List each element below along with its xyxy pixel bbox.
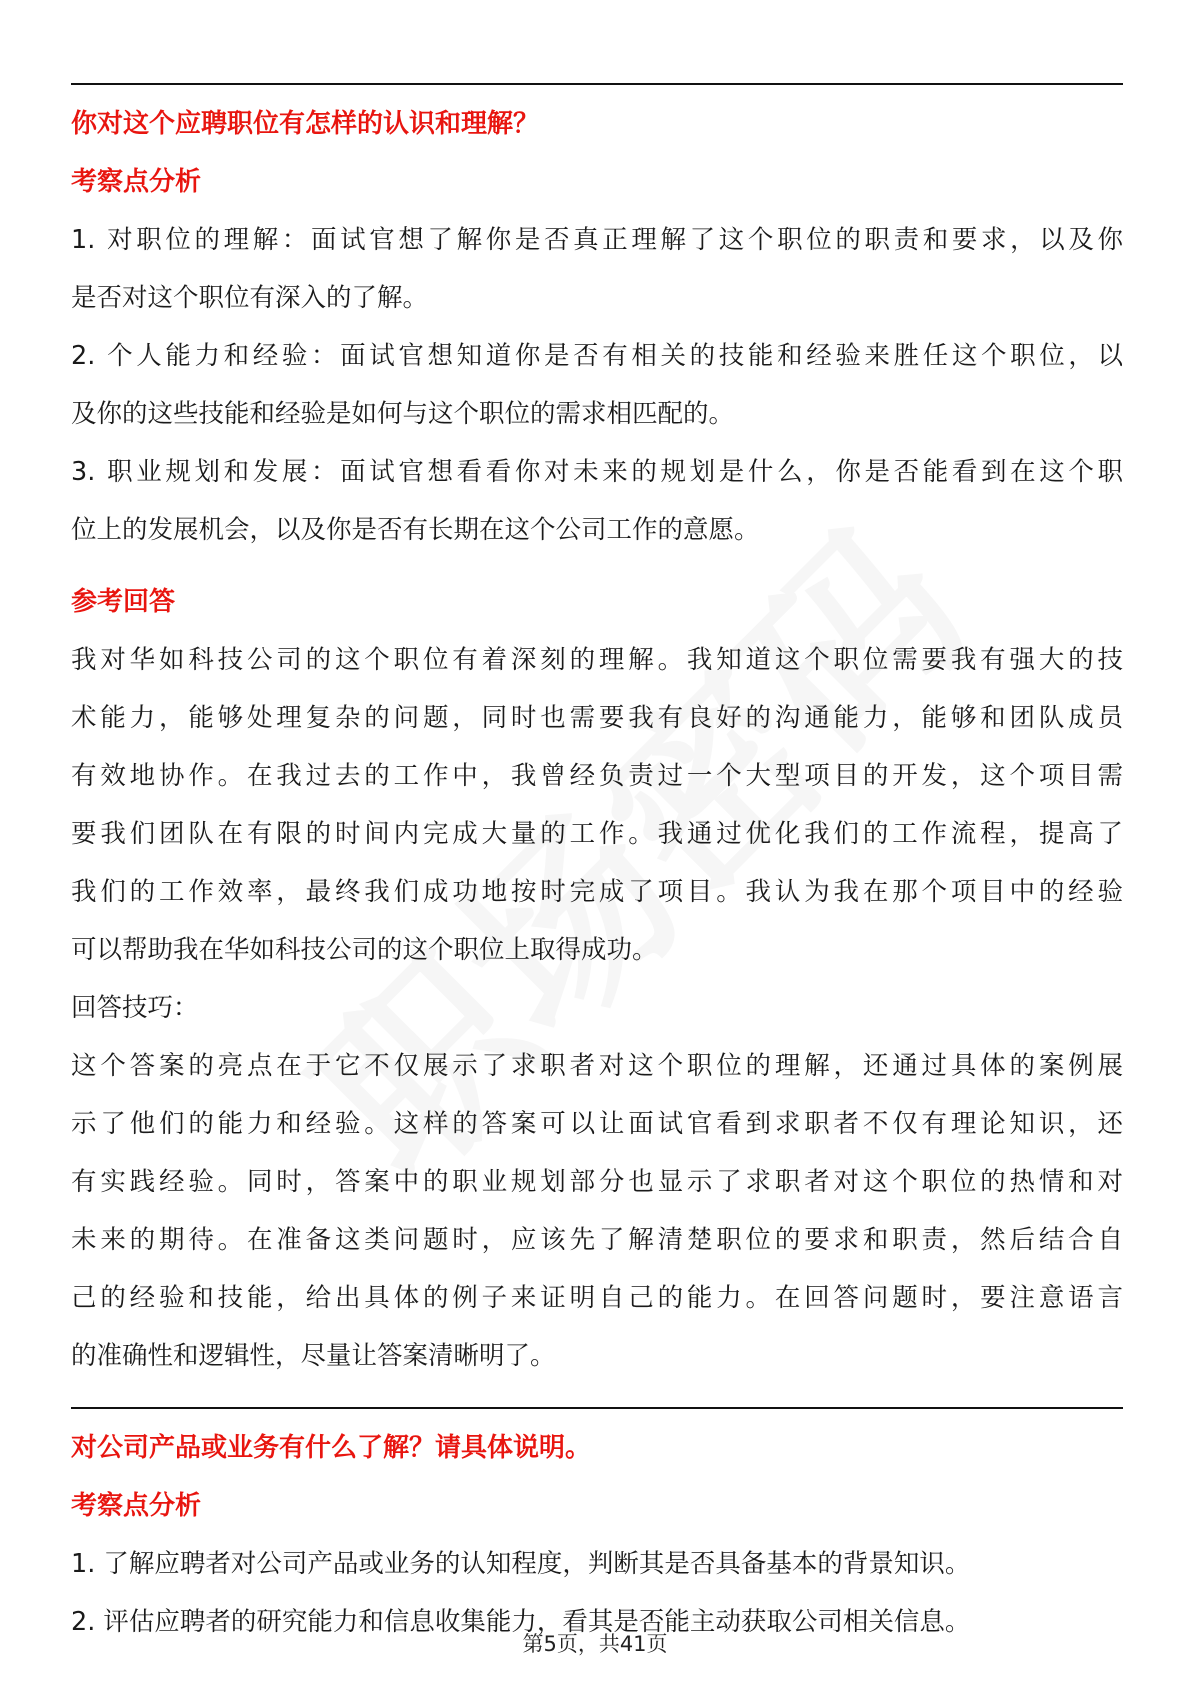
analysis-line: 位上的发展机会，以及你是否有长期在这个公司工作的意愿。 [71,515,760,545]
analysis-line: 是否对这个职位有深入的了解。 [71,283,429,313]
answer-line: 要我们团队在有限的时间内完成大量的工作。我通过优化我们的工作流程，提高了 [71,819,1123,849]
analysis-line: 1. 了解应聘者对公司产品或业务的认知程度，判断其是否具备基本的背景知识。 [71,1549,971,1579]
analysis-line: 1. 对职位的理解：面试官想了解你是否真正理解了这个职位的职责和要求，以及你 [71,225,1123,255]
analysis-line: 3. 职业规划和发展：面试官想看看你对未来的规划是什么，你是否能看到在这个职 [71,457,1123,487]
answer-line: 有效地协作。在我过去的工作中，我曾经负责过一个大型项目的开发，这个项目需 [71,761,1123,791]
tips-line: 有实践经验。同时，答案中的职业规划部分也显示了求职者对这个职位的热情和对 [71,1167,1123,1197]
analysis-line: 及你的这些技能和经验是如何与这个职位的需求相匹配的。 [71,399,735,429]
tips-line: 的准确性和逻辑性，尽量让答案清晰明了。 [71,1341,556,1371]
tips-line: 己的经验和技能，给出具体的例子来证明自己的能力。在回答问题时，要注意语言 [71,1283,1123,1313]
answer-line: 可以帮助我在华如科技公司的这个职位上取得成功。 [71,935,658,965]
question-title: 对公司产品或业务有什么了解？请具体说明。 [71,1433,592,1463]
analysis-heading: 考察点分析 [71,167,202,197]
page-number: 第5页，共41页 [522,1632,668,1656]
tips-line: 这个答案的亮点在于它不仅展示了求职者对这个职位的理解，还通过具体的案例展 [71,1051,1123,1081]
analysis-heading: 考察点分析 [71,1491,202,1521]
answer-line: 我对华如科技公司的这个职位有着深刻的理解。我知道这个职位需要我有强大的技 [71,645,1123,675]
tips-label: 回答技巧： [71,993,199,1023]
analysis-line: 2. 个人能力和经验：面试官想知道你是否有相关的技能和经验来胜任这个职位，以 [71,341,1123,371]
answer-heading: 参考回答 [71,587,176,617]
tips-line: 示了他们的能力和经验。这样的答案可以让面试官看到求职者不仅有理论知识，还 [71,1109,1123,1139]
analysis-line: 2. 评估应聘者的研究能力和信息收集能力，看其是否能主动获取公司相关信息。 [71,1607,971,1637]
question-title: 你对这个应聘职位有怎样的认识和理解？ [71,109,540,139]
page-content [71,0,1123,1651]
section-divider [71,1407,1123,1409]
answer-line: 我们的工作效率，最终我们成功地按时完成了项目。我认为我在那个项目中的经验 [71,877,1123,907]
tips-line: 未来的期待。在准备这类问题时，应该先了解清楚职位的要求和职责，然后结合自 [71,1225,1123,1255]
section-divider [71,83,1123,85]
answer-line: 术能力，能够处理复杂的问题，同时也需要我有良好的沟通能力，能够和团队成员 [71,703,1123,733]
